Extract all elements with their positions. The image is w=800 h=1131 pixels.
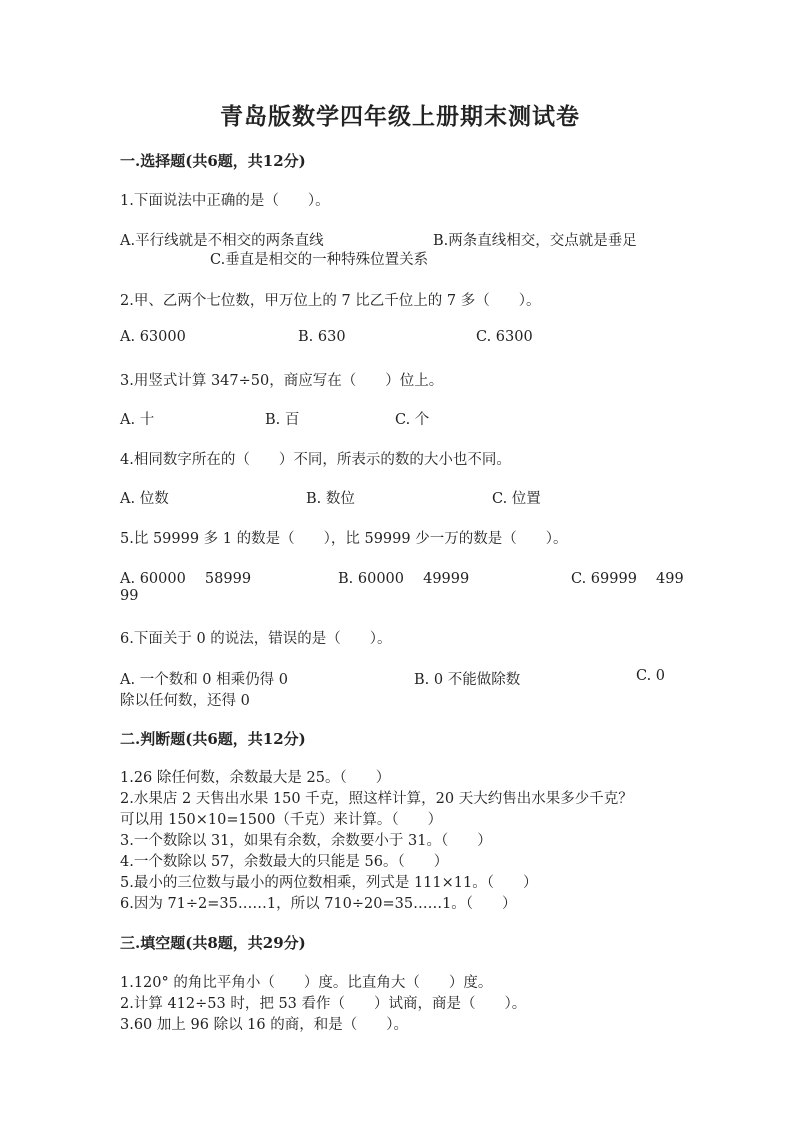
choice-6-option-c-wrap: 除以任何数，还得 0 xyxy=(120,693,250,709)
judge-item-6: 6.因为 71÷2=35……1，所以 710÷20=35……1。（ ） xyxy=(120,896,517,912)
section-heading-fill: 三.填空题(共8题，共29分) xyxy=(120,934,306,952)
choice-6-option-a: A. 一个数和 0 相乘仍得 0 xyxy=(120,672,288,688)
section-heading-judge: 二.判断题(共6题，共12分) xyxy=(120,730,306,748)
choice-4-option-a: A. 位数 xyxy=(120,491,169,507)
judge-item-5: 5.最小的三位数与最小的两位数相乘，列式是 111×11。（ ） xyxy=(120,875,538,891)
choice-6-option-c: C. 0 xyxy=(636,668,666,684)
choice-question-2: 2.甲、乙两个七位数，甲万位上的 7 比乙千位上的 7 多（ ）。 xyxy=(120,293,541,309)
choice-3-option-a: A. 十 xyxy=(120,412,155,428)
judge-item-2: 2.水果店 2 天售出水果 150 千克，照这样计算，20 天大约售出水果多少千克？ xyxy=(120,791,633,807)
choice-2-option-a: A. 63000 xyxy=(120,329,186,345)
choice-2-option-b: B. 630 xyxy=(298,329,346,345)
choice-question-3: 3.用竖式计算 347÷50，商应写在（ ）位上。 xyxy=(120,373,444,389)
choice-3-option-c: C. 个 xyxy=(395,412,430,428)
choice-question-6: 6.下面关于 0 的说法，错误的是（ ）。 xyxy=(120,631,392,647)
fill-item-2: 2.计算 412÷53 时，把 53 看作（ ）试商，商是（ ）。 xyxy=(120,996,527,1012)
fill-item-3: 3.60 加上 96 除以 16 的商，和是（ ）。 xyxy=(120,1017,408,1033)
judge-item-4: 4.一个数除以 57，余数最大的只能是 56。（ ） xyxy=(120,854,449,870)
choice-1-option-c: C.垂直是相交的一种特殊位置关系 xyxy=(210,252,429,268)
choice-question-1: 1.下面说法中正确的是（ ）。 xyxy=(120,193,330,209)
choice-2-option-c: C. 6300 xyxy=(476,329,533,345)
page-title: 青岛版数学四年级上册期末测试卷 xyxy=(220,103,580,130)
section-heading-choice: 一.选择题(共6题，共12分) xyxy=(120,152,306,170)
choice-question-4: 4.相同数字所在的（ ）不同，所表示的数的大小也不同。 xyxy=(120,452,511,468)
choice-6-option-b: B. 0 不能做除数 xyxy=(414,672,521,688)
choice-4-option-c: C. 位置 xyxy=(492,491,541,507)
choice-1-option-b: B.两条直线相交，交点就是垂足 xyxy=(433,233,637,249)
choice-5-option-c: C. 69999 499 xyxy=(571,571,684,587)
choice-3-option-b: B. 百 xyxy=(265,412,300,428)
choice-5-option-b: B. 60000 49999 xyxy=(338,571,470,587)
judge-item-3: 3.一个数除以 31，如果有余数，余数要小于 31。（ ） xyxy=(120,833,492,849)
choice-5-option-a: A. 60000 58999 xyxy=(120,571,252,587)
choice-4-option-b: B. 数位 xyxy=(306,491,355,507)
choice-5-option-c-wrap: 99 xyxy=(120,588,139,604)
judge-item-2-cont: 可以用 150×10=1500（千克）来计算。（ ） xyxy=(120,812,443,828)
fill-item-1: 1.120° 的角比平角小（ ）度。比直角大（ ）度。 xyxy=(120,975,493,991)
choice-1-option-a: A.平行线就是不相交的两条直线 xyxy=(120,233,324,249)
judge-item-1: 1.26 除任何数，余数最大是 25。（ ） xyxy=(120,770,391,786)
choice-question-5: 5.比 59999 多 1 的数是（ ），比 59999 少一万的数是（ ）。 xyxy=(120,531,568,547)
